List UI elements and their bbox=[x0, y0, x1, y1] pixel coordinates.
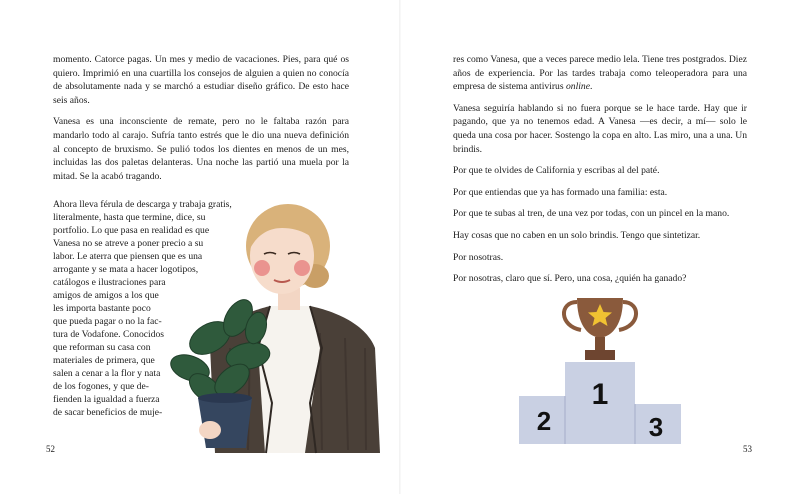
right-paragraph-3: Por que te olvides de California y escribas al del paté. bbox=[453, 165, 660, 177]
wrap-line: de los fogones, y que de- bbox=[53, 381, 149, 392]
wrap-line: labor. Le aterra que piensen que es una bbox=[53, 251, 203, 262]
podium-number-3: 3 bbox=[648, 412, 664, 442]
woman-with-plant-illustration bbox=[170, 198, 385, 456]
right-paragraph-2: Vanesa seguiría hablando si no fuera porque se le hace tarde. Hay que ir pagando, que ya no tenemos edad. A Vanesa —es decir, a mí— solo le queda una cosa por hacer. Sostengo la copa en alto. Las miro, una a una. Un brindis. bbox=[453, 102, 747, 155]
page-number: 53 bbox=[743, 444, 752, 454]
right-paragraph-7: Por nosotras. bbox=[453, 251, 504, 263]
wrap-line: arrogante y se mata a hacer logotipos, bbox=[53, 264, 199, 275]
wrap-line: les importa bastante poco bbox=[53, 303, 151, 314]
wrap-line: fienden la igualdad a fuerza bbox=[53, 394, 160, 405]
plant-pot-rim bbox=[198, 393, 252, 403]
wrap-line: portfolio. Lo que pasa en realidad es que bbox=[53, 225, 210, 236]
wrap-line: amigos de amigos a los que bbox=[53, 290, 159, 301]
page-number: 52 bbox=[46, 444, 55, 454]
wrap-line: Ahora lleva férula de descarga y trabaja gratis, bbox=[53, 199, 232, 210]
left-paragraph-2: Vanesa es una inconsciente de remate, pero no le faltaba razón para mandarlo todo al carajo. Sufría tanto estrés que le dio una nueva definición al concepto de bruxismo. Se pulió todos los dientes en menos de un mes, incluidas las dos paletas delanteras. Una noche las partió una muela por la mitad. Se la acabó tragando. bbox=[53, 116, 349, 182]
right-paragraph-8: Por nosotras, claro que sí. Pero, una cosa, ¿quién ha ganado? bbox=[453, 273, 687, 285]
right-page bbox=[400, 0, 800, 494]
wrap-line: catálogos e ilustraciones para bbox=[53, 277, 166, 288]
right-text bbox=[453, 53, 747, 286]
podium-number-2: 2 bbox=[536, 406, 552, 436]
cheek-right bbox=[294, 260, 310, 276]
wrap-line: Vanesa no se atreve a poner precio a su bbox=[53, 238, 204, 249]
trophy-base bbox=[585, 350, 615, 360]
wrap-line: materiales de primera, que bbox=[53, 355, 155, 366]
hand bbox=[199, 421, 221, 439]
right-paragraph-6: Hay cosas que no caben en un solo brindis. Tengo que sintetizar. bbox=[453, 229, 701, 241]
right-paragraph-4: Por que entiendas que ya has formado una familia: esta. bbox=[453, 186, 668, 198]
wrap-line: literalmente, hasta que termine, dice, su bbox=[53, 212, 206, 223]
italic-word: online bbox=[565, 81, 590, 93]
right-paragraph-1: res como Vanesa, que a veces parece medio lela. Tiene tres postgrados. Diez años de experiencia. Por las tardes trabaja como teleoperadora para una empresa de sistema antivirus online. bbox=[453, 54, 747, 93]
wrap-line: salen a cenar a la flor y nata bbox=[53, 368, 161, 379]
left-paragraph-1: momento. Catorce pagas. Un mes y medio de vacaciones. Pies, para qué os quiero. Imprimió en una cuartilla los consejos de alguien a quien no conocía de absolutamente nada y se marchó a estudiar diseño gráfico. De esto hace seis años. bbox=[53, 54, 349, 106]
trophy-podium-illustration bbox=[515, 290, 685, 450]
left-text-top bbox=[53, 53, 349, 183]
wrap-line: de sacar beneficios de muje- bbox=[53, 407, 163, 418]
wrap-line: que reforman su casa con bbox=[53, 342, 151, 353]
cheek-left bbox=[254, 260, 270, 276]
wrap-line: que pueda pagar o no la fac- bbox=[53, 316, 162, 327]
wrap-line: tura de Vodafone. Conocidos bbox=[53, 329, 165, 340]
trophy-stem bbox=[595, 337, 605, 351]
right-paragraph-5: Por que te subas al tren, de una vez por todas, con un pincel en la mano. bbox=[453, 208, 730, 220]
podium-number-1: 1 bbox=[591, 378, 609, 411]
